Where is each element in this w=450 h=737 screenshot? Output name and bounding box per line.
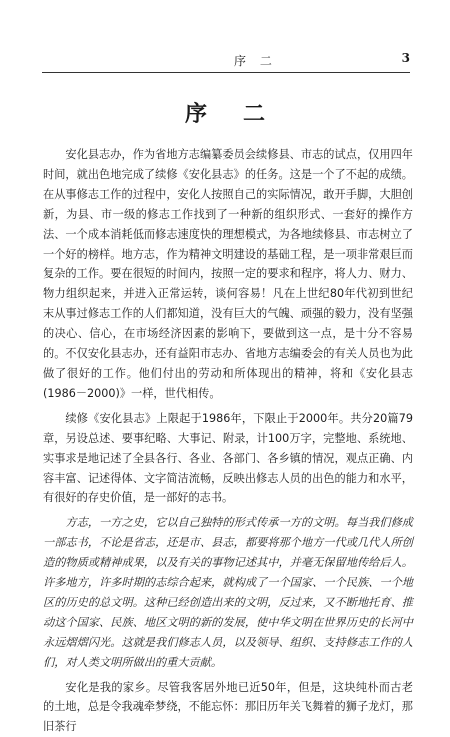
running-title: 序 二 [234,54,277,68]
paragraph-1: 安化县志办，作为省地方志编纂委员会续修县、市志的试点，仅用四年时间，就出色地完成了续修《安化县志》的任务。这是一个了不起的成绩。在从事修志工作的过程中，安化人按照自己的实际情况，敢开手脚，大胆创新，为县、市一级的修志工作找到了一种新的组织形式、一套好的操作方法、一个成本消耗低而修志速度快的理想模式，为各地续修县、市志树立了一个好的榜样。地方志，作为精神文明建设的基础工程，是一项非常艰巨而复杂的工作。要在很短的时间内，按照一定的要求和程序，将人力、财力、物力组织起来，并进入正常运转，谈何容易！凡在上世纪80年代初到世纪末从事过修志工作的人们都知道，没有巨大的气魄、顽强的毅力，没有坚强的决心、信心，在市场经济因素的影响下，要做到这一点，是十分不容易的。不仅安化县志办，还有益阳市志办、省地方志编委会的有关人员也为此做了很好的工作。他们付出的劳动和所体现出的精神，将和《安化县志(1986－2000)》一样，世代相传。 [43,148,413,400]
running-header [42,50,410,73]
paragraph-2: 续修《安化县志》上限起于1986年，下限止于2000年。共分20篇79章，另设总述、要事纪略、大事记、附录，计100万字，完整地、系统地、实事求是地记述了全县各行、各业、各部门、各乡镇的情况，观点正确、内容丰富、记述得体、文字简洁流畅，反映出修志人员的出色的能力和水平，有很好的存史价值，是一部好的志书。 [43,411,413,505]
paragraph-3: 方志，一方之史，它以自己独特的形式传承一方的文明。每当我们修成一部志书，不论是省志，还是市、县志，都要将那个地方一代或几代人所创造的物质或精神成果，以及有关的事物记述其中，并毫无保留地传给后人。许多地方，许多时期的志综合起来，就构成了一个国家、一个民族、一个地区的历史的总文明。这种已经创造出来的文明，反过来，又不断地托育、推动这个国家、民族、地区文明的新的发展，使中华文明在世界历史的长河中永远熠熠闪光。这就是我们修志人员，以及领导、组织、支持修志工作的人们，对人类文明所做出的重大贡献。 [43,516,413,669]
page-number: 3 [401,51,410,65]
chapter-title: 序二 [184,102,301,127]
paragraph-4: 安化是我的家乡。尽管我客居外地已近50年，但是，这块纯朴而古老的土地，总是令我魂牵梦绕，不能忘怀：那旧历年关飞舞着的狮子龙灯，那旧茶行 [43,680,413,734]
body-text [43,145,413,737]
